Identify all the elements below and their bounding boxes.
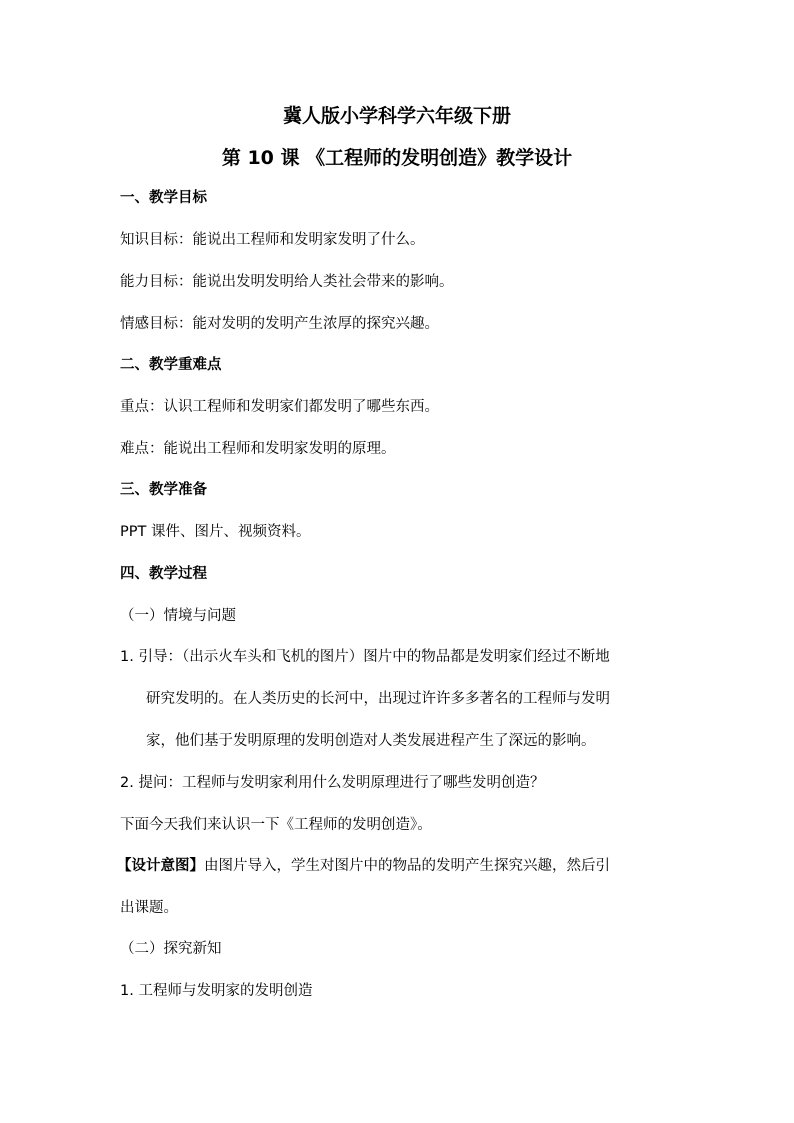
design-intent-continued: 出课题。: [120, 900, 178, 916]
item2: 2. 提问：工程师与发明家利用什么发明原理进行了哪些发明创造？: [120, 775, 545, 791]
section-heading-goals: 一、教学目标: [120, 190, 207, 206]
design-intent: [117, 856, 610, 876]
design-intent-text: 由图片导入，学生对图片中的物品的发明产生探究兴趣，然后引: [204, 858, 610, 874]
goal-emotion: 情感目标：能对发明的发明产生浓厚的探究兴趣。: [120, 316, 439, 332]
design-intent-label: 【设计意图】: [117, 858, 204, 874]
section-heading-preparation: 三、教学准备: [120, 482, 207, 498]
document-title-line2: 第 10 课 《工程师的发明创造》教学设计: [221, 147, 573, 169]
intro-sentence: 下面今天我们来认识一下《工程师的发明创造》。: [120, 817, 432, 833]
item1-line3: 家，他们基于发明原理的发明创造对人类发展进程产生了深远的影响。: [146, 733, 596, 749]
key-point: 重点：认识工程师和发明家们都发明了哪些东西。: [120, 399, 439, 415]
preparation: PPT 课件、图片、视频资料。: [120, 524, 311, 540]
difficult-point: 难点：能说出工程师和发明家发明的原理。: [120, 441, 396, 457]
document-title-line1: 冀人版小学科学六年级下册: [282, 105, 511, 127]
subsection-explore: （二）探究新知: [120, 941, 222, 957]
goal-knowledge: 知识目标：能说出工程师和发明家发明了什么。: [120, 232, 425, 248]
item1-line1: 1. 引导：（出示火车头和飞机的图片）图片中的物品都是发明家们经过不断地: [120, 649, 610, 665]
subitem1: 1. 工程师与发明家的发明创造: [120, 983, 313, 999]
section-heading-process: 四、教学过程: [120, 566, 207, 582]
subsection-situation: （一）情境与问题: [120, 608, 236, 624]
section-heading-key-points: 二、教学重难点: [120, 357, 222, 373]
item1-line2: 研究发明的。在人类历史的长河中，出现过许许多多著名的工程师与发明: [146, 691, 610, 707]
goal-ability: 能力目标：能说出发明发明给人类社会带来的影响。: [120, 274, 454, 290]
